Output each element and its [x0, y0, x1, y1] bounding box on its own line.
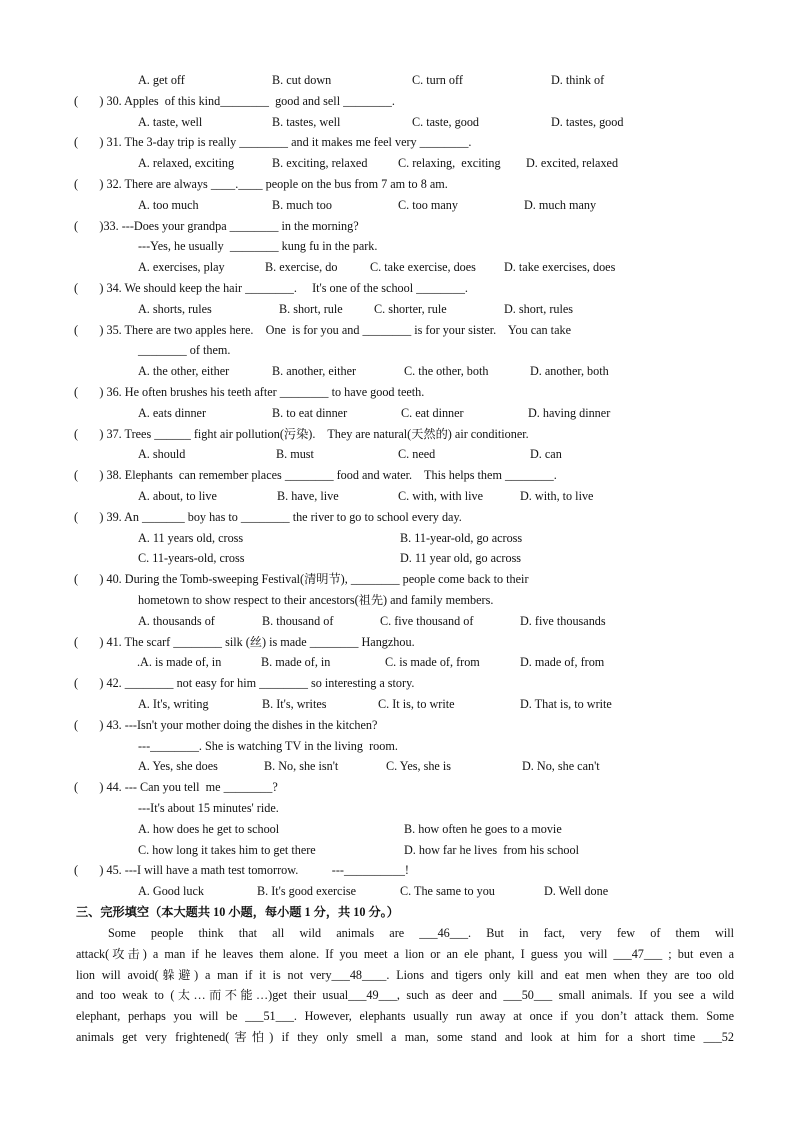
answer-option: C. shorter, rule: [374, 302, 447, 316]
question-stem: ( ) 45. ---I will have a math test tomorrow. ---__________!: [74, 863, 409, 877]
answer-option: D. another, both: [530, 364, 609, 378]
answer-option: C. eat dinner: [401, 406, 464, 420]
answer-option: D. much many: [524, 198, 597, 212]
section-heading: 三、完形填空（本大题共 10 小题，每小题 1 分，共 10 分。）: [76, 905, 399, 919]
answer-option: A. the other, either: [138, 364, 230, 378]
answer-option: C. Yes, she is: [386, 759, 452, 773]
answer-option: B. exercise, do: [265, 260, 338, 274]
question-stem: ( ) 40. During the Tomb-sweeping Festival(清明节), ________ people come back to their: [74, 572, 529, 586]
question-stem: ( ) 30. Apples of this kind________ good and sell ________.: [74, 94, 395, 108]
passage-line: elephant, perhaps you will be ___51___. However, elephants usually run away at once if you don’t attack them. Some: [76, 1009, 734, 1023]
answer-option: B. tastes, well: [272, 115, 341, 129]
answer-option: B. have, live: [277, 489, 339, 503]
answer-option: C. with, with live: [398, 489, 483, 503]
passage-line: lion will avoid(躲避) a man if it is not very___48____. Lions and tigers only kill and eat men when they are too old: [76, 968, 734, 982]
passage-line: Some people think that all wild animals are ___46___. But in fact, very few of them will: [108, 926, 734, 940]
answer-option: D. That is, to write: [520, 697, 612, 711]
answer-option: A. how does he get to school: [138, 822, 280, 836]
question-stem: ( ) 38. Elephants can remember places ________ food and water. This helps them ________.: [74, 468, 557, 482]
answer-option: C. need: [398, 447, 436, 461]
question-line: ---Yes, he usually ________ kung fu in the park.: [138, 239, 378, 253]
question-stem: ( ) 41. The scarf ________ silk (丝) is made ________ Hangzhou.: [74, 635, 415, 649]
answer-option: D. short, rules: [504, 302, 574, 316]
question-stem: ( ) 37. Trees ______ fight air pollution(污染). They are natural(天然的) air conditioner.: [74, 427, 529, 441]
answer-option: A. should: [138, 447, 186, 461]
answer-option: D. made of, from: [520, 655, 605, 669]
answer-option: C. how long it takes him to get there: [138, 843, 316, 857]
answer-option: B. to eat dinner: [272, 406, 348, 420]
question-stem: ( ) 35. There are two apples here. One is for you and ________ is for your sister. You can take: [74, 323, 571, 337]
answer-option: A. eats dinner: [138, 406, 207, 420]
question-stem: ( ) 44. --- Can you tell me ________?: [74, 780, 278, 794]
question-stem: ( ) 39. An _______ boy has to ________ the river to go to school every day.: [74, 510, 462, 524]
answer-option: B. short, rule: [279, 302, 343, 316]
answer-option: A. too much: [138, 198, 199, 212]
passage-line: and too weak to (太…而不能…)get their usual___49___, such as deer and ___50___ small animals. If you see a wild: [76, 988, 734, 1002]
answer-option: A. get off: [138, 73, 185, 87]
answer-option: C. It is, to write: [378, 697, 455, 711]
answer-option: B. exciting, relaxed: [272, 156, 368, 170]
answer-option: C. the other, both: [404, 364, 489, 378]
answer-option: D. with, to live: [520, 489, 594, 503]
passage-line: animals get very frightened(害怕) if they only smell a man, some stand and look at him for a short time ___52: [76, 1030, 734, 1044]
answer-option: C. taste, good: [412, 115, 480, 129]
question-stem: ( ) 42. ________ not easy for him ________ so interesting a story.: [74, 676, 415, 690]
answer-option: A. relaxed, exciting: [138, 156, 235, 170]
answer-option: A. 11 years old, cross: [138, 531, 244, 545]
answer-option: B. made of, in: [261, 655, 331, 669]
answer-option: D. having dinner: [528, 406, 611, 420]
answer-option: A. about, to live: [138, 489, 217, 503]
answer-option: D. how far he lives from his school: [404, 843, 579, 857]
answer-option: B. cut down: [272, 73, 332, 87]
answer-option: B. how often he goes to a movie: [404, 822, 562, 836]
answer-option: C. turn off: [412, 73, 463, 87]
question-stem: ( ) 36. He often brushes his teeth after ________ to have good teeth.: [74, 385, 425, 399]
question-line: hometown to show respect to their ancestors(祖先) and family members.: [138, 593, 494, 607]
answer-option: C. is made of, from: [385, 655, 480, 669]
question-line: ________ of them.: [138, 343, 231, 357]
answer-option: B. much too: [272, 198, 332, 212]
question-line: ---It's about 15 minutes' ride.: [138, 801, 279, 815]
answer-option: B. 11-year-old, go across: [400, 531, 523, 545]
answer-option: D. No, she can't: [522, 759, 600, 773]
question-stem: ( ) 31. The 3-day trip is really ________ and it makes me feel very ________.: [74, 135, 472, 149]
question-stem: ( ) 34. We should keep the hair ________. It's one of the school ________.: [74, 281, 468, 295]
question-stem: ( )33. ---Does your grandpa ________ in the morning?: [74, 219, 359, 233]
answer-option: A. thousands of: [138, 614, 215, 628]
passage-line: attack(攻击) a man if he leaves them alone. If you meet a lion or an ele phant, I guess you will ___47___ ; but even a: [76, 947, 734, 961]
answer-option: C. relaxing, exciting: [398, 156, 501, 170]
answer-option: D. take exercises, does: [504, 260, 616, 274]
answer-option: C. 11-years-old, cross: [138, 551, 245, 565]
answer-option: B. another, either: [272, 364, 357, 378]
answer-option: B. It's, writes: [262, 697, 327, 711]
answer-option: A. Good luck: [138, 884, 205, 898]
question-stem: ( ) 43. ---Isn't your mother doing the dishes in the kitchen?: [74, 718, 378, 732]
answer-option: C. take exercise, does: [370, 260, 476, 274]
answer-option: D. 11 year old, go across: [400, 551, 522, 565]
answer-option: A. taste, well: [138, 115, 203, 129]
answer-option: B. It's good exercise: [257, 884, 356, 898]
answer-option: A. shorts, rules: [138, 302, 212, 316]
answer-option: D. think of: [551, 73, 605, 87]
question-line: ---________. She is watching TV in the living room.: [138, 739, 398, 753]
answer-option: B. must: [276, 447, 314, 461]
answer-option: B. No, she isn't: [264, 759, 339, 773]
answer-option: C. too many: [398, 198, 458, 212]
answer-option: A. exercises, play: [138, 260, 225, 274]
answer-option: C. five thousand of: [380, 614, 474, 628]
answer-option: .A. is made of, in: [137, 655, 222, 669]
answer-option: D. tastes, good: [551, 115, 624, 129]
answer-option: A. It's, writing: [138, 697, 209, 711]
answer-option: D. excited, relaxed: [526, 156, 619, 170]
answer-option: D. five thousands: [520, 614, 606, 628]
answer-option: A. Yes, she does: [138, 759, 218, 773]
answer-option: B. thousand of: [262, 614, 334, 628]
answer-option: C. The same to you: [400, 884, 495, 898]
answer-option: D. can: [530, 447, 562, 461]
question-stem: ( ) 32. There are always ____.____ people on the bus from 7 am to 8 am.: [74, 177, 448, 191]
answer-option: D. Well done: [544, 884, 609, 898]
